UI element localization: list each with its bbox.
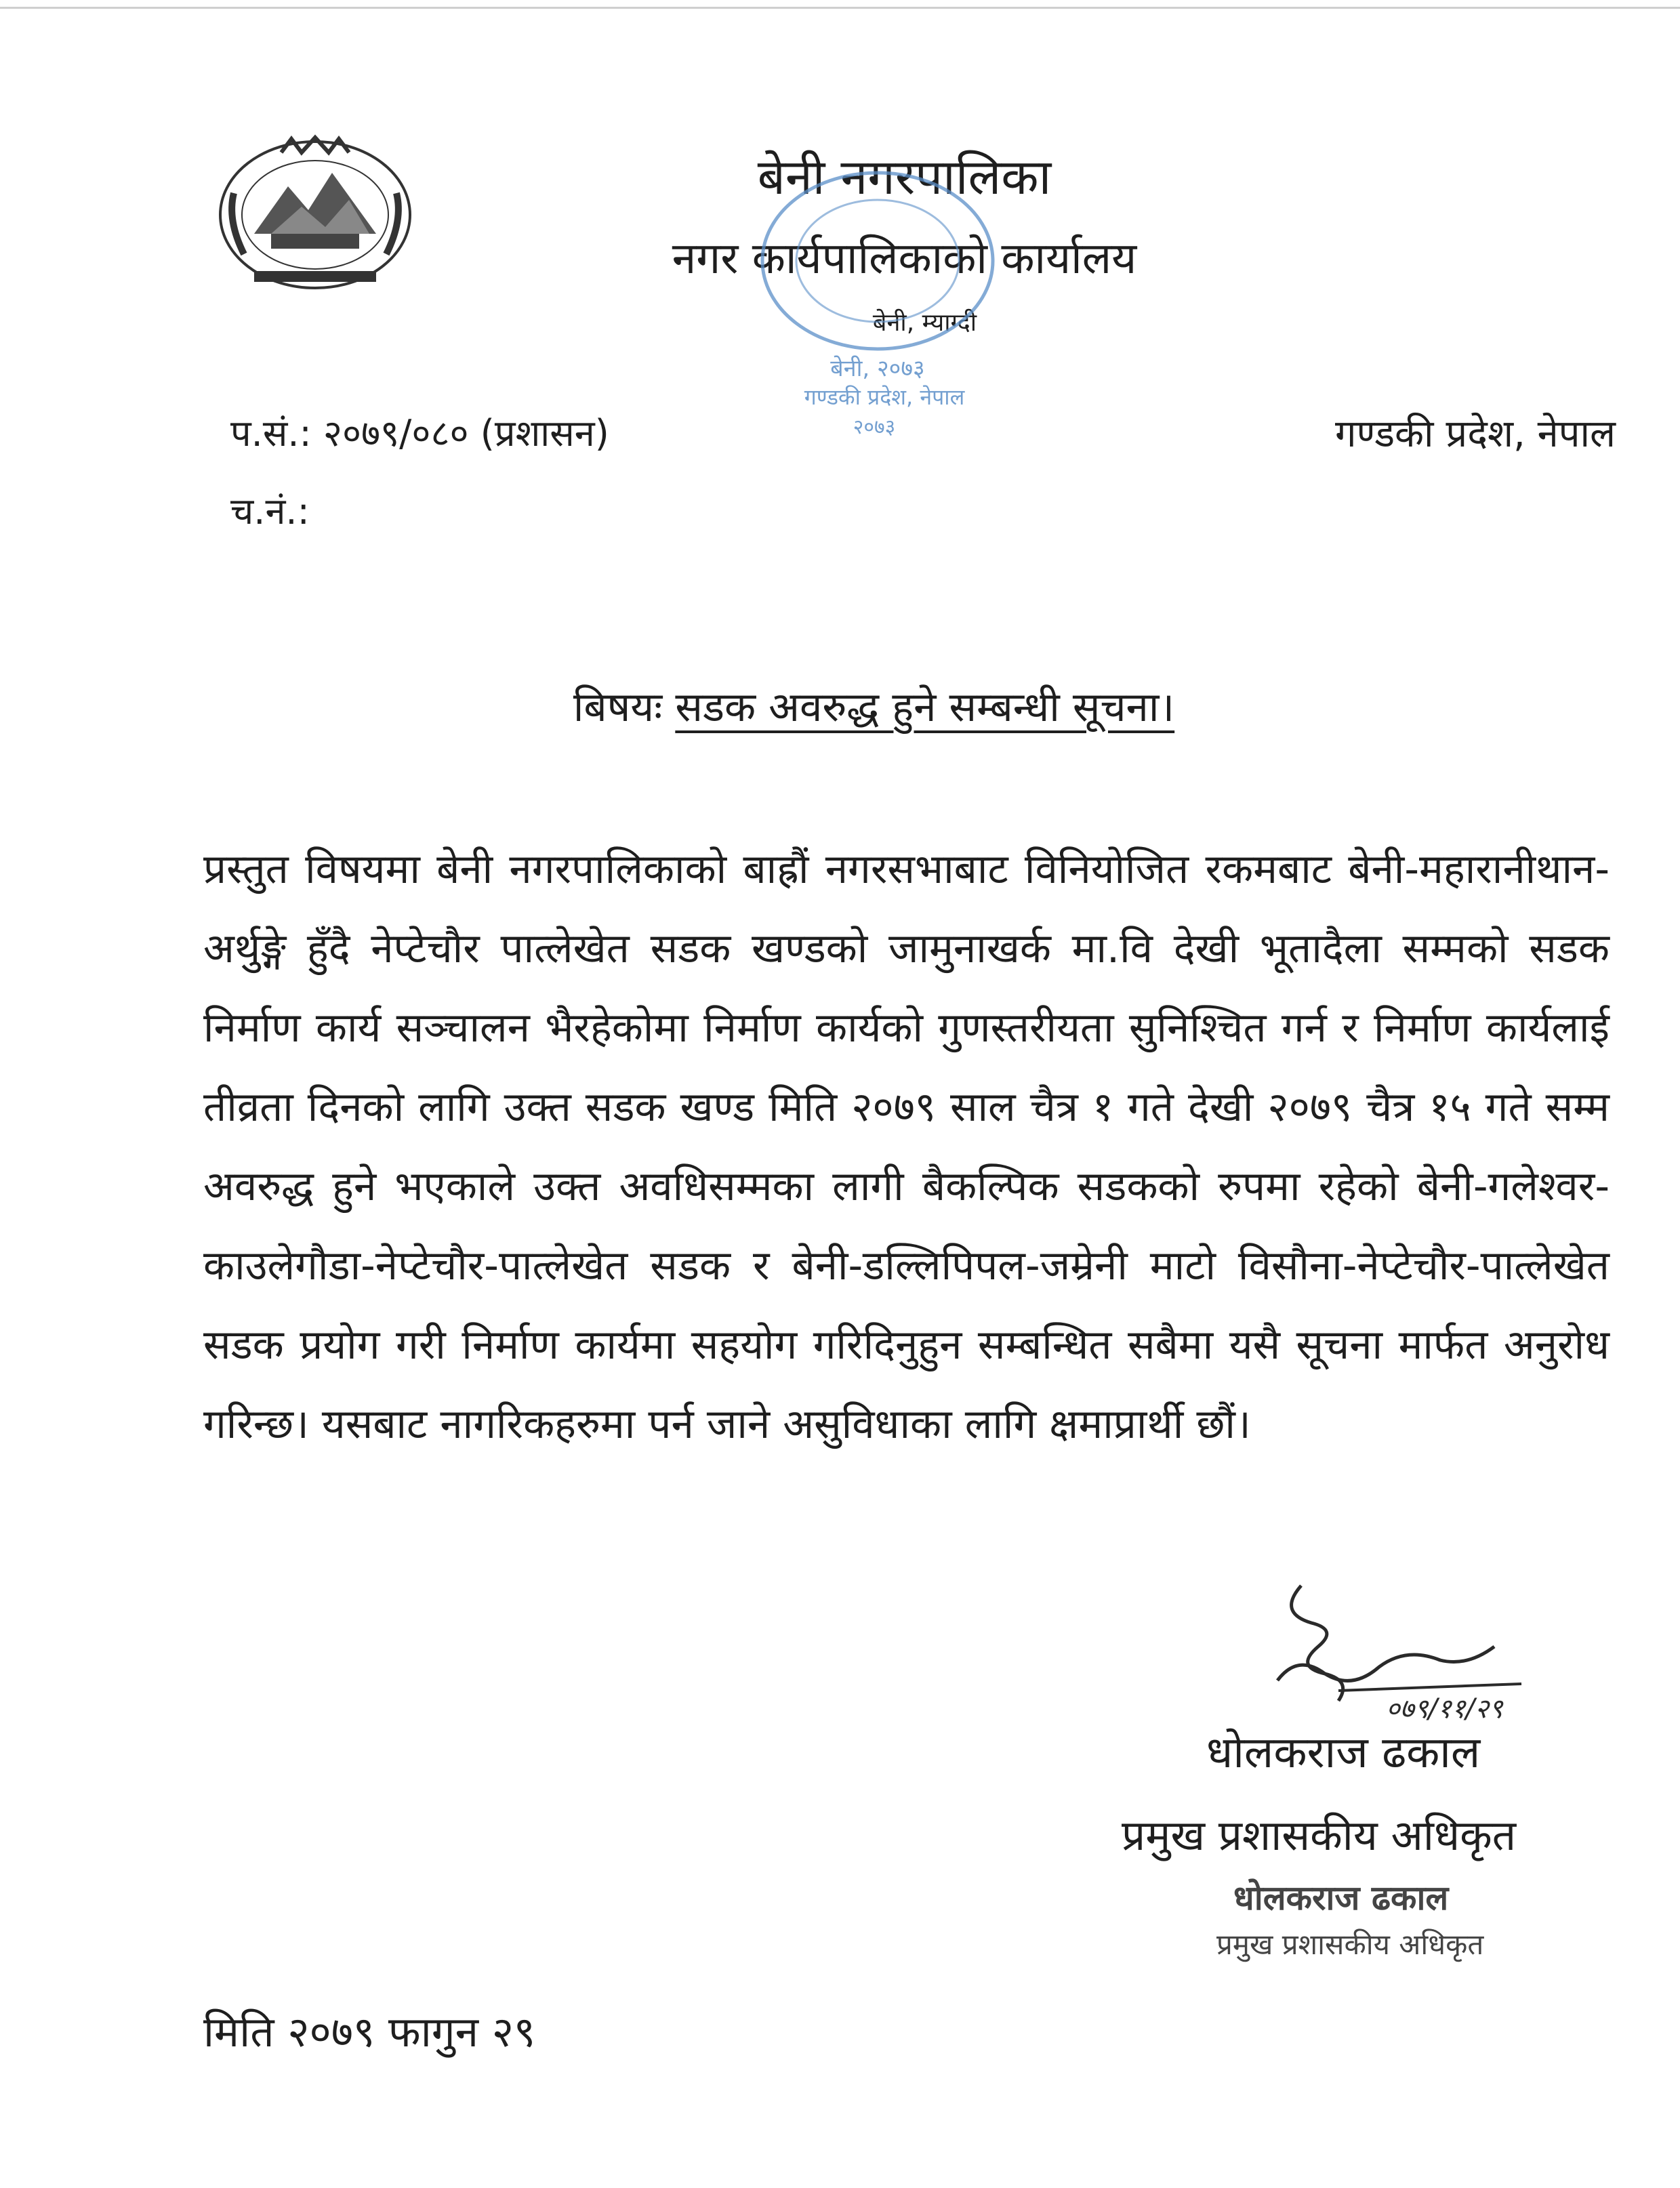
signer-title: प्रमुख प्रशासकीय अधिकृत bbox=[1122, 1811, 1517, 1860]
municipality-seal-icon bbox=[749, 159, 1020, 444]
subject-prefix: बिषयः bbox=[573, 684, 663, 731]
office-name: नगर कार्यपालिकाको कार्यालय bbox=[672, 234, 1137, 284]
seal-line-2: गण्डकी प्रदेश, नेपाल bbox=[804, 384, 965, 410]
signature-date: ०७९/११/२९ bbox=[1386, 1693, 1503, 1725]
subject-text: सडक अवरुद्ध हुने सम्बन्धी सूचना। bbox=[675, 684, 1175, 731]
subject-line bbox=[0, 678, 1680, 733]
scan-edge-line bbox=[0, 7, 1680, 9]
organization-name: बेनी नगरपालिका bbox=[757, 148, 1052, 205]
dispatch-number: च.नं.: bbox=[230, 490, 310, 533]
name-stamp: धोलकराज ढकाल bbox=[1233, 1878, 1449, 1918]
notice-body-paragraph: प्रस्तुत विषयमा बेनी नगरपालिकाको बाह्रौं नगरसभाबाट विनियोजित रकमबाट बेनी-महारानीथान-अर्थुङ्गे हुँदै नेप्टेचौर पात्लेखेत सडक खण्डको जामुनाखर्क मा.वि देखी भूतादैला सम्मको सडक निर्माण कार्य सञ्चालन भैरहेकोमा निर्माण कार्यको गुणस्तरीयता सुनिश्चित गर्न र निर्माण कार्यलाई तीव्रता दिनको लागि उक्त सडक खण्ड मिति २०७९ साल चैत्र १ गते देखी २०७९ चैत्र १५ गते सम्म अवरुद्ध हुने भएकाले उक्त अवधिसम्मका लागी बैकल्पिक सडकको रुपमा रहेको बेनी-गलेश्वर-काउलेगौडा-नेप्टेचौर-पात्लेखेत सडक र बेनी-डल्लिपिपल-जम्रेनी माटो विसौना-नेप्टेचौर-पात्लेखेत सडक प्रयोग गरी निर्माण कार्यमा सहयोग गरिदिनुहुन सम्बन्धित सबैमा यसै सूचना मार्फत अनुरोध गरिन्छ। यसबाट नागरिकहरुमा पर्न जाने असुविधाका लागि क्षमाप्रार्थी छौं। bbox=[203, 846, 1610, 1448]
province-name: गण्डकी प्रदेश, नेपाल bbox=[1334, 412, 1616, 456]
signer-name: धोलकराज ढकाल bbox=[1206, 1728, 1481, 1778]
letter-reference-number: प.सं.: २०७९/०८० (प्रशासन) bbox=[230, 412, 609, 455]
issue-date: मिति २०७९ फागुन २९ bbox=[203, 2007, 536, 2057]
seal-line-1: बेनी, २०७३ bbox=[830, 355, 925, 382]
handwritten-signature bbox=[1237, 1572, 1535, 1728]
seal-line-3: २०७३ bbox=[853, 415, 896, 439]
title-stamp: प्रमुख प्रशासकीय अधिकृत bbox=[1216, 1928, 1484, 1961]
office-address: बेनी, म्याग्दी bbox=[872, 309, 977, 337]
